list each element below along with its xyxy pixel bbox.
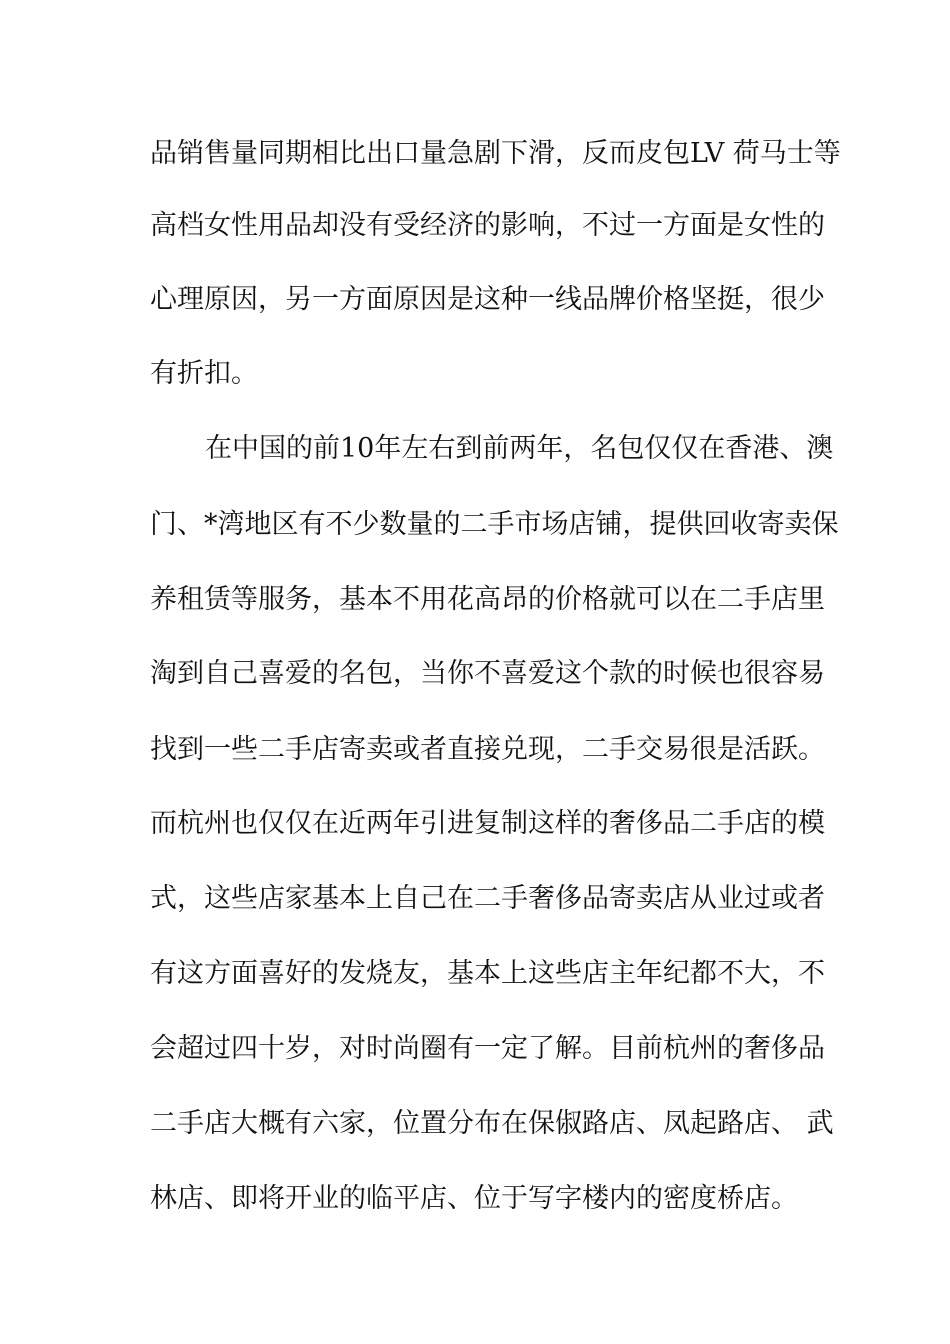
paragraph-2-line-3: 养租赁等服务，基本不用花高昂的价格就可以在二手店里 — [150, 584, 825, 615]
paragraph-2-line-7: 式，这些店家基本上自己在二手奢侈品寄卖店从业过或者 — [150, 883, 825, 914]
paragraph-2-line-10: 二手店大概有六家，位置分布在保俶路店、凤起路店、 武 — [150, 1108, 834, 1139]
paragraph-2-line-11: 林店、即将开业的临平店、位于写字楼内的密度桥店。 — [150, 1183, 798, 1214]
paragraph-2-line-5: 找到一些二手店寄卖或者直接兑现，二手交易很是活跃。 — [150, 734, 825, 765]
paragraph-2-line-6: 而杭州也仅仅在近两年引进复制这样的奢侈品二手店的模 — [150, 808, 825, 839]
paragraph-2-line-9: 会超过四十岁，对时尚圈有一定了解。目前杭州的奢侈品 — [150, 1033, 825, 1064]
paragraph-1-line-1: 品销售量同期相比出口量急剧下滑，反而皮包LV 荷马士等 — [150, 138, 841, 169]
paragraph-1-line-3: 心理原因，另一方面原因是这种一线品牌价格坚挺，很少 — [150, 284, 825, 315]
paragraph-2-line-2: 门、*湾地区有不少数量的二手市场店铺，提供回收寄卖保 — [150, 509, 839, 540]
paragraph-2-line-4: 淘到自己喜爱的名包，当你不喜爱这个款的时候也很容易 — [150, 658, 825, 689]
paragraph-2-line-1: 在中国的前10年左右到前两年，名包仅仅在香港、澳 — [205, 433, 834, 464]
paragraph-1-line-4: 有折扣。 — [150, 358, 258, 389]
paragraph-2-line-8: 有这方面喜好的发烧友，基本上这些店主年纪都不大，不 — [150, 958, 825, 989]
paragraph-1-line-2: 高档女性用品却没有受经济的影响，不过一方面是女性的 — [150, 210, 825, 241]
